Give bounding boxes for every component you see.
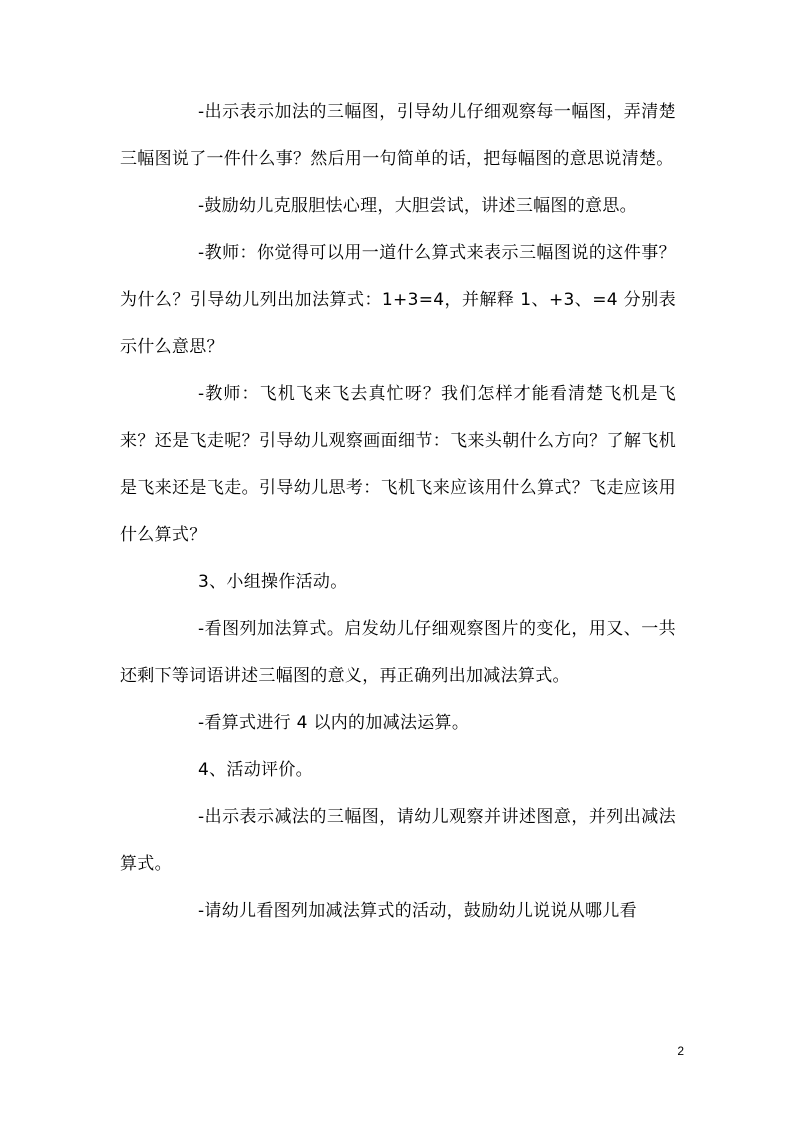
- paragraph-encourage-children: -鼓励幼儿克服胆怯心理，大胆尝试，讲述三幅图的意思。: [198, 196, 637, 216]
- paragraph-show-subtraction-pictures: -出示表示减法的三幅图，请幼儿观察并讲述图意，并列出减法算式。: [120, 807, 676, 874]
- section-heading-group-activity: 3、小组操作活动。: [198, 572, 348, 592]
- document-body: [120, 89, 676, 935]
- paragraph-teacher-equation-question: -教师：你觉得可以用一道什么算式来表示三幅图说的这件事？为什么？引导幼儿列出加法算式：1+3=4，并解释 1、+3、=4 分别表示什么意思？: [120, 243, 676, 357]
- paragraph-teacher-airplane: -教师：飞机飞来飞去真忙呀？我们怎样才能看清楚飞机是飞来？还是飞走呢？引导幼儿观察画面细节：飞来头朝什么方向？了解飞机是飞来还是飞走。引导幼儿思考：飞机飞来应该用什么算式？飞走应该用什么算式？: [120, 384, 676, 545]
- paragraph-picture-addition: -看图列加法算式。启发幼儿仔细观察图片的变化，用又、一共还剩下等词语讲述三幅图的意义，再正确列出加减法算式。: [120, 619, 676, 686]
- page-number: 2: [677, 1044, 684, 1058]
- paragraph-encourage-discussion: -请幼儿看图列加减法算式的活动，鼓励幼儿说说从哪儿看: [198, 901, 637, 921]
- section-heading-evaluation: 4、活动评价。: [198, 760, 313, 780]
- paragraph-equation-calculation: -看算式进行 4 以内的加减法运算。: [198, 713, 470, 733]
- paragraph-show-addition-pictures: -出示表示加法的三幅图，引导幼儿仔细观察每一幅图，弄清楚三幅图说了一件什么事？然后用一句简单的话，把每幅图的意思说清楚。: [120, 102, 676, 169]
